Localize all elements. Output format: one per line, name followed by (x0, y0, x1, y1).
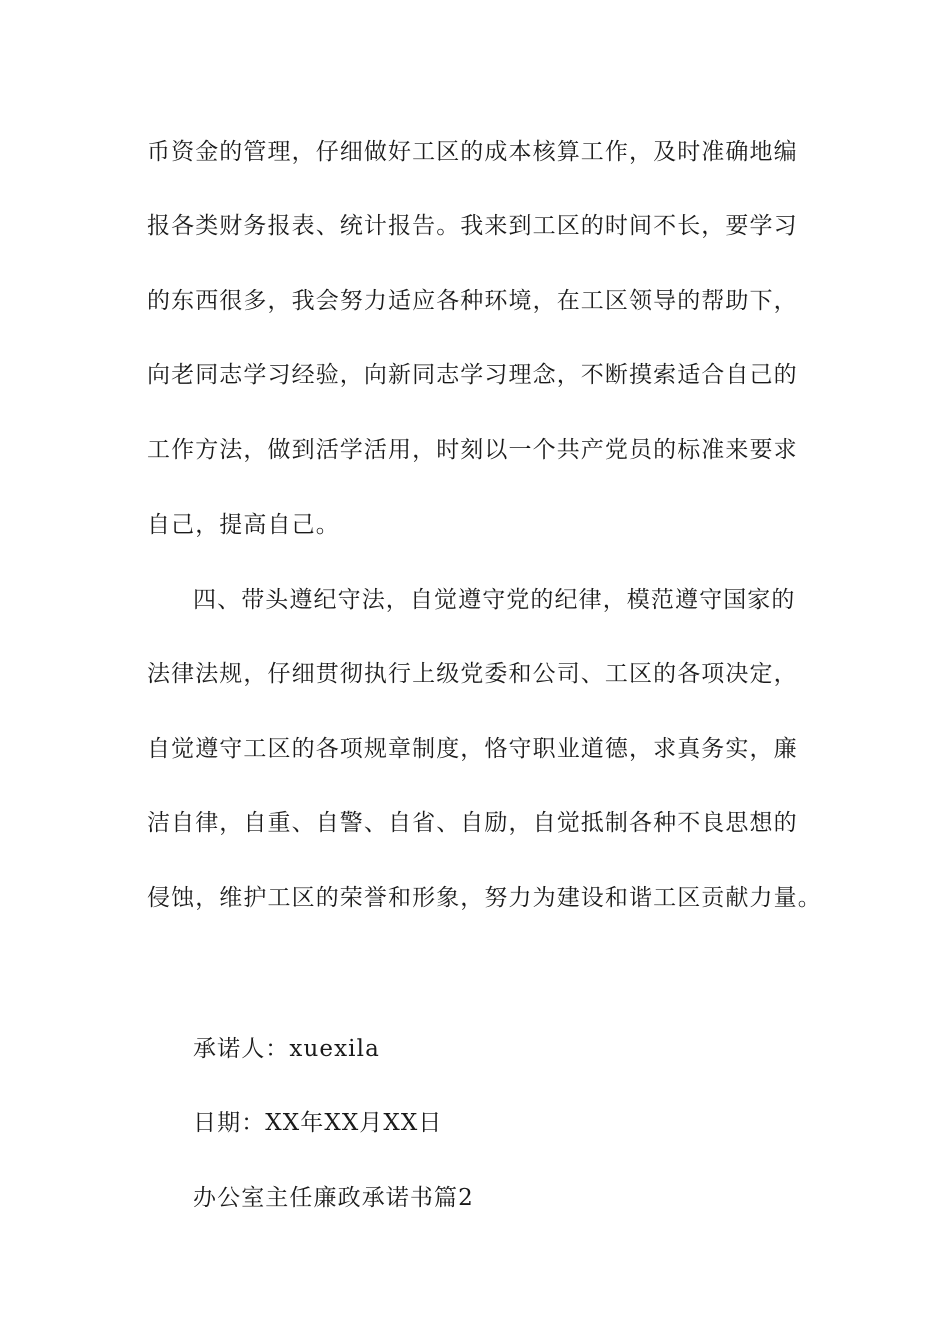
date-line: 日期：XX年XX月XX日 (193, 1110, 443, 1136)
paragraph-1-line-1: 币资金的管理，仔细做好工区的成本核算工作，及时准确地编 (147, 139, 798, 165)
paragraph-2-line-2: 法律法规，仔细贯彻执行上级党委和公司、工区的各项决定， (147, 661, 798, 687)
next-section-heading: 办公室主任廉政承诺书篇2 (193, 1185, 474, 1211)
paragraph-1-line-4: 向老同志学习经验，向新同志学习理念，不断摸索适合自己的 (147, 362, 798, 388)
paragraph-2-line-3: 自觉遵守工区的各项规章制度，恪守职业道德，求真务实，廉 (147, 736, 798, 762)
paragraph-2-line-5: 侵蚀，维护工区的荣誉和形象，努力为建设和谐工区贡献力量。 (147, 885, 822, 911)
paragraph-1-line-3: 的东西很多，我会努力适应各种环境，在工区领导的帮助下， (147, 288, 798, 314)
paragraph-1-line-6: 自己，提高自己。 (147, 512, 340, 538)
paragraph-2-line-1: 四、带头遵纪守法，自觉遵守党的纪律，模范遵守国家的 (193, 587, 796, 613)
paragraph-1-line-2: 报各类财务报表、统计报告。我来到工区的时间不长，要学习 (147, 213, 798, 239)
paragraph-1-line-5: 工作方法，做到活学活用，时刻以一个共产党员的标准来要求 (147, 437, 798, 463)
paragraph-2-line-4: 洁自律，自重、自警、自省、自励，自觉抵制各种不良思想的 (147, 810, 798, 836)
signer-line: 承诺人：xuexila (193, 1036, 380, 1062)
